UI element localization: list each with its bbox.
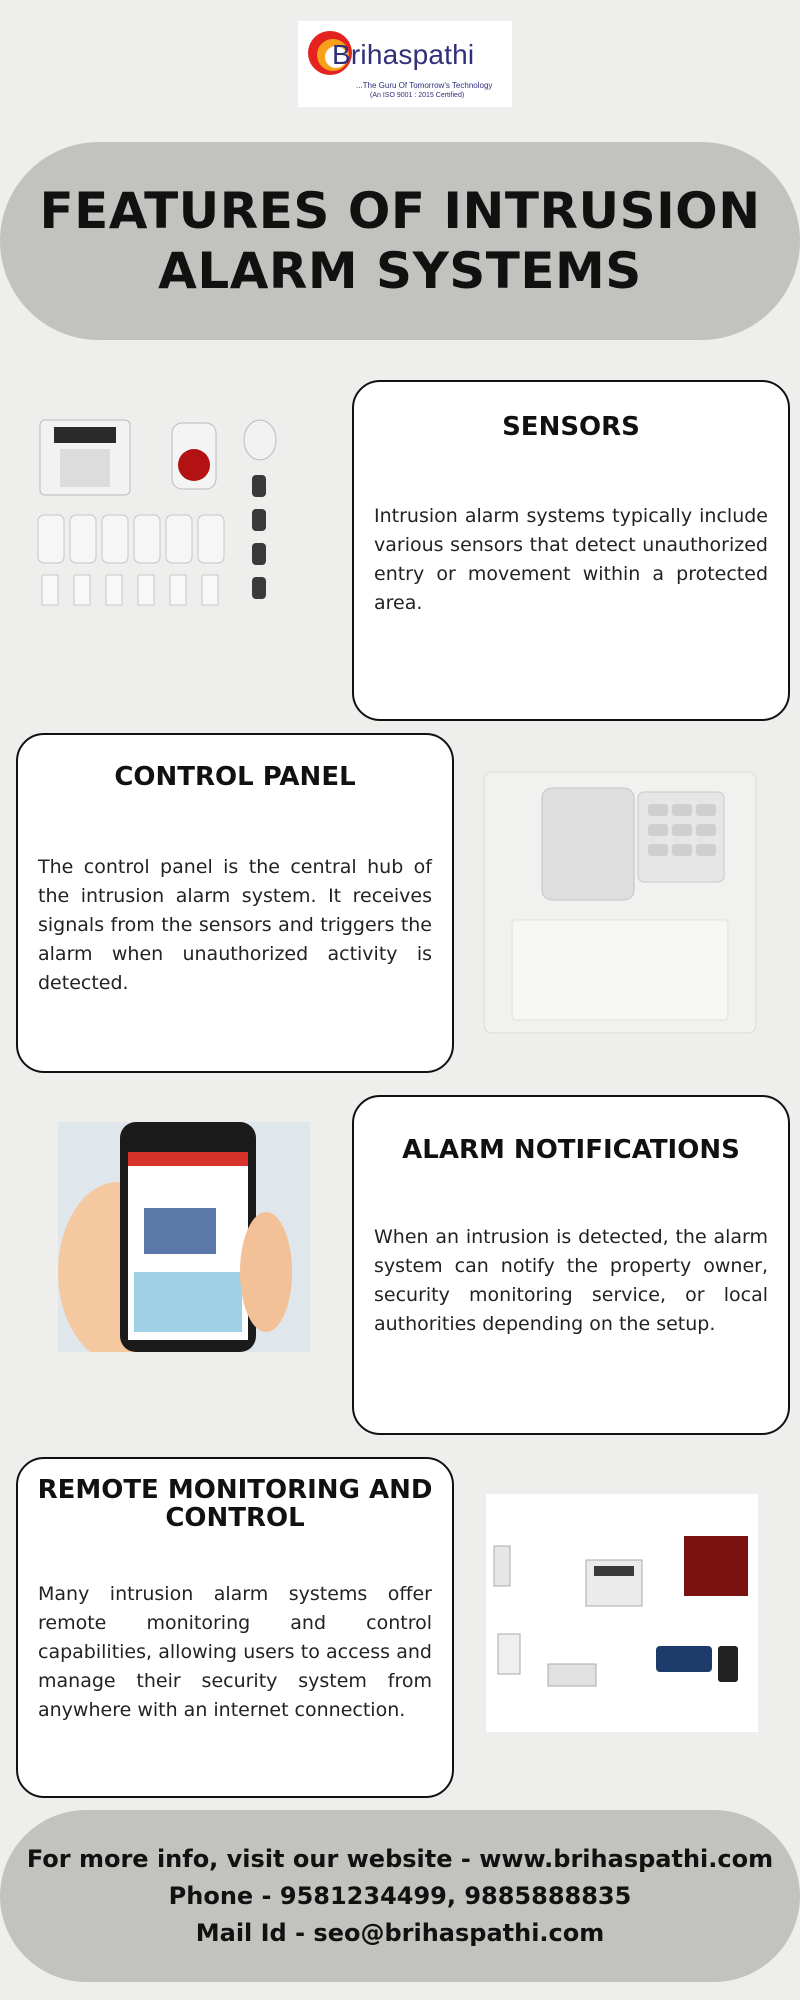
footer-mail: Mail Id - seo@brihaspathi.com	[195, 1918, 605, 1947]
alarm-app-image	[58, 1122, 310, 1352]
logo-certification: (An ISO 9001 : 2015 Certified)	[370, 92, 465, 99]
card-alarm-notifications	[352, 1095, 790, 1435]
card-remote-monitoring	[16, 1457, 454, 1798]
card-title: SENSORS	[502, 412, 640, 442]
card-body: When an intrusion is detected, the alarm system can notify the property owner, security monitoring service, or local authorities depending on the setup.	[374, 1226, 768, 1335]
card-title: ALARM NOTIFICATIONS	[402, 1135, 740, 1165]
card-title: REMOTE MONITORING AND CONTROL	[37, 1475, 433, 1533]
title-banner	[0, 142, 800, 340]
footer-website: For more info, visit our website - www.brihaspathi.com	[26, 1844, 774, 1873]
card-sensors	[352, 380, 790, 721]
card-body: Intrusion alarm systems typically include various sensors that detect unauthorized entry or movement within a protected area.	[374, 505, 768, 614]
card-body: The control panel is the central hub of the intrusion alarm system. It receives signals from the sensors and triggers the alarm when unauthorized activity is detected.	[38, 856, 432, 994]
brand-logo	[298, 21, 512, 107]
card-body: Many intrusion alarm systems offer remote monitoring and control capabilities, allowing users to access and manage their security system from anywhere with an internet connection.	[38, 1583, 432, 1721]
control-panel-image	[482, 770, 758, 1035]
contact-footer	[0, 1810, 800, 1982]
sensors-kit-image	[30, 415, 290, 615]
card-title: CONTROL PANEL	[114, 762, 356, 792]
footer-phone: Phone - 9581234499, 9885888835	[168, 1881, 632, 1910]
logo-name: Brihaspathi	[332, 39, 475, 70]
logo-tagline: ...The Guru Of Tomorrow's Technology	[356, 81, 493, 90]
card-control-panel	[16, 733, 454, 1073]
page-title: FEATURES OF INTRUSION ALARM SYSTEMS	[39, 182, 761, 300]
remote-monitoring-diagram	[486, 1494, 758, 1732]
